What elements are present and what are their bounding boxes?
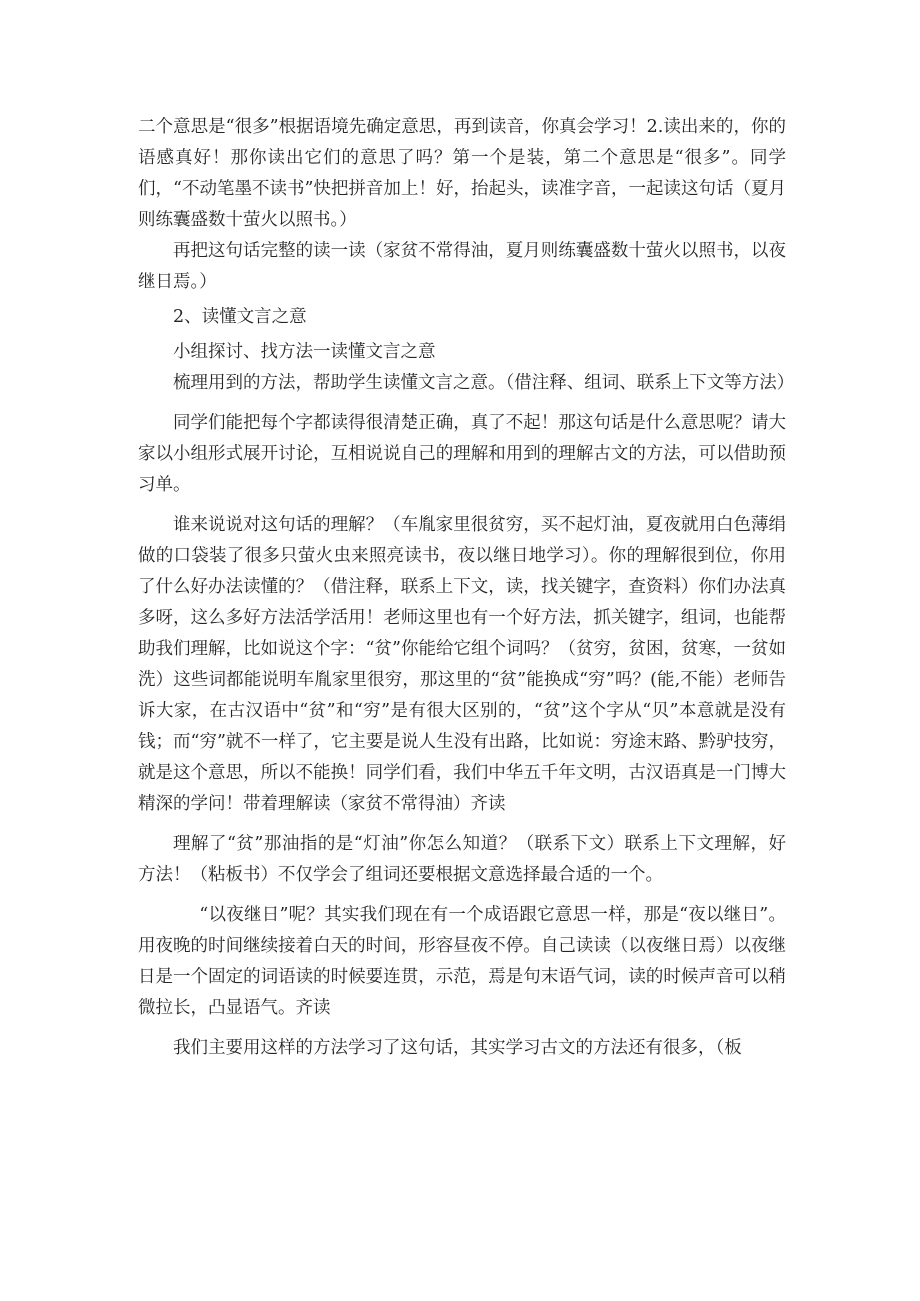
paragraph-2: 再把这句话完整的读一读（家贫不常得油，夏月则练囊盛数十萤火以照书，以夜继日焉。） xyxy=(138,241,786,292)
section-heading-2: 2、读懂文言之意 xyxy=(173,307,307,327)
paragraph-group-method: 小组探讨、找方法一读懂文言之意 xyxy=(173,342,436,362)
paragraph-understanding: 谁来说说对这句话的理解？（车胤家里很贫穷，买不起灯油，夏夜就用白色薄绢做的口袋装了很多只萤火虫来照亮读书，夜以继日地学习）。你的理解很到位，你用了什么好办法读懂的？（借注释，联系上下文，读，找关键字，查资料）你们办法真多呀，这么多好方法活学活用！老师这里也有一个好方法，抓关键字，组词，也能帮助我们理解，比如说这个字：“贫”你能给它组个词吗？（贫穷，贫困，贫寒，一贫如洗）这些词都能说明车胤家里很穷，那这里的“贫”能换成“穷”吗？(能,不能）老师告诉大家，在古汉语中“贫”和“穷”是有很大区别的，“贫”这个字从“贝”本意就是没有钱；而“穷”就不一样了，它主要是说人生没有出路，比如说：穷途末路、黔驴技穷，就是这个意思，所以不能换！同学们看，我们中华五千年文明，古汉语真是一门博大精深的学问！带着理解读（家贫不常得油）齐读 xyxy=(138,515,786,814)
paragraph-day-and-night: “以夜继日”呢？其实我们现在有一个成语跟它意思一样，那是“夜以继日”。用夜晚的时间继续接着白天的时间，形容昼夜不停。自己读读（以夜继日焉）以夜继日是一个固定的词语读的时候要连贯，示范，焉是句末语气词，读的时候声音可以稍微拉长，凸显语气。齐读 xyxy=(138,905,786,1018)
paragraph-1: 二个意思是“很多”根据语境先确定意思，再到读音，你真会学习！2.读出来的，你的语感真好！那你读出它们的意思了吗？第一个是装，第二个意思是“很多”。同学们，“不动笔墨不读书”快把拼音加上！好，抬起头，读准字音，一起读这句话（夏月则练囊盛数十萤火以照书。） xyxy=(138,117,786,230)
paragraph-methods-summary: 梳理用到的方法，帮助学生读懂文言之意。（借注释、组词、联系上下文等方法） xyxy=(173,373,795,393)
paragraph-closing: 我们主要用这样的方法学习了这句话，其实学习古文的方法还有很多，（板 xyxy=(173,1038,742,1058)
paragraph-discussion: 同学们能把每个字都读得很清楚正确，真了不起！那这句话是什么意思呢？请大家以小组形式展开讨论，互相说说自己的理解和用到的理解古文的方法，可以借助预习单。 xyxy=(138,413,786,495)
document-body xyxy=(138,112,795,1064)
paragraph-oil: 理解了“贫”那油指的是“灯油”你怎么知道？（联系下文）联系上下文理解，好方法！（粘板书）不仅学会了组词还要根据文意选择最合适的一个。 xyxy=(138,834,786,885)
